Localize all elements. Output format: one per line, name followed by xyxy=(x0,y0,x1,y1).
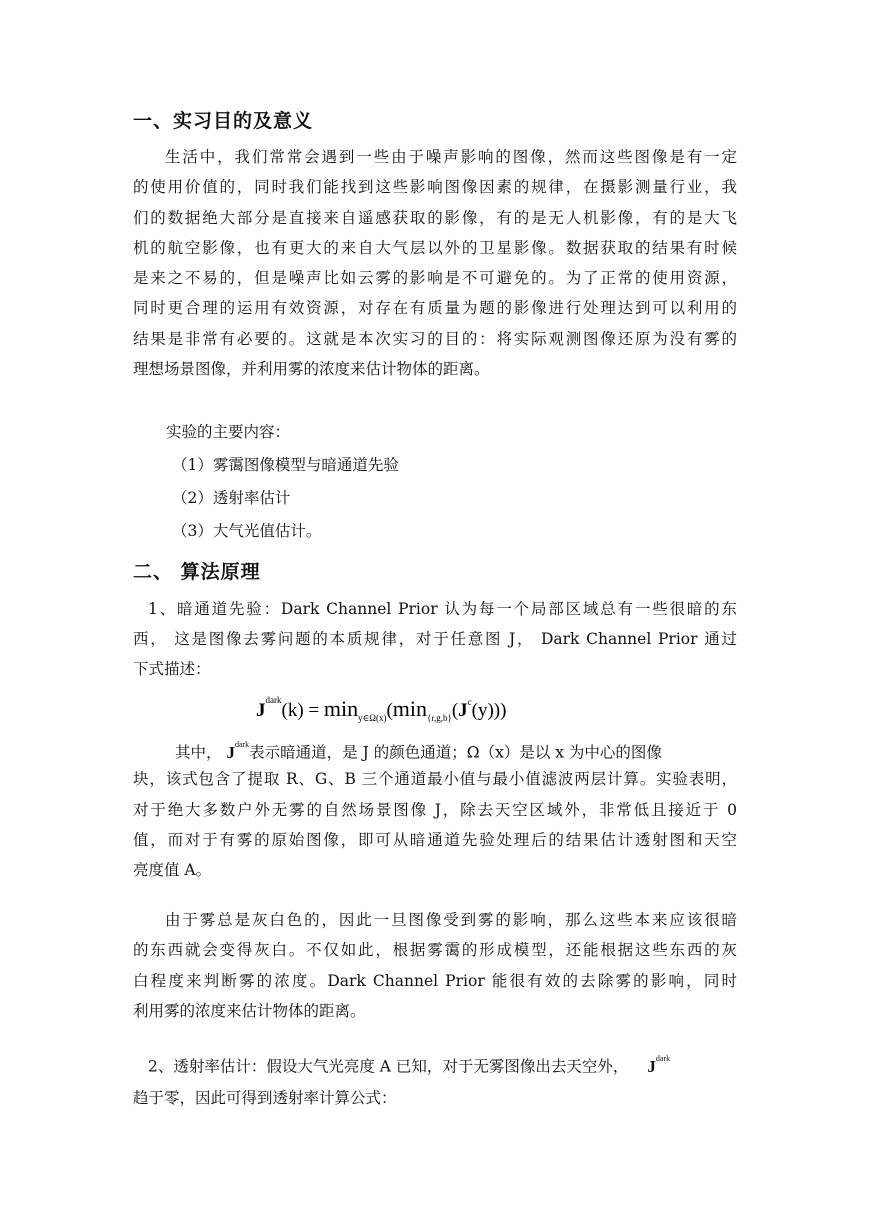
dark-channel-formula xyxy=(256,696,506,724)
paragraph-line: 趋于零，因此可得到透射率计算公式： xyxy=(133,1089,397,1107)
paragraph-line: 对于绝大多数户外无雾的自然场景图像 J，除去天空区域外，非常低且接近于 0 xyxy=(133,800,737,819)
notation-prefix: 其中， xyxy=(175,743,222,762)
transmission-paragraph xyxy=(148,1048,737,1078)
inline-j-letter: J xyxy=(647,1056,656,1076)
formula-k: (k) = xyxy=(281,700,324,721)
paragraph-line: 白程度来判断雾的浓度。Dark Channel Prior 能很有效的去除雾的影响，同时 xyxy=(133,971,737,990)
formula-tail: (y))) xyxy=(471,700,507,721)
inline-dark-sup: dark xyxy=(234,740,250,749)
notation-suffix: 表示暗通道，是 J 的颜色通道；Ω（x）是以 x 为中心的图像 xyxy=(249,743,662,762)
section-heading-2: 二、 算法原理 xyxy=(133,561,261,583)
notation-paragraph xyxy=(133,734,737,885)
dark-channel-paragraph-cont xyxy=(133,624,737,685)
content-item: （1）雾霭图像模型与暗通道先验 xyxy=(172,456,399,474)
inline-j-symbol xyxy=(647,1054,671,1076)
paragraph-line: 下式描述： xyxy=(133,660,211,679)
inline-j-symbol xyxy=(226,740,250,762)
dark-channel-paragraph xyxy=(148,594,737,624)
paragraph-line: 理想场景图像，并利用雾的浓度来估计物体的距离。 xyxy=(133,360,490,379)
formula-sub1: y∈Ω(x) xyxy=(358,712,387,723)
section-heading-1: 一、实习目的及意义 xyxy=(133,110,314,132)
formula-min1: min xyxy=(323,696,359,721)
content-label: 实验的主要内容： xyxy=(166,423,291,441)
transmission-paragraph-cont xyxy=(133,1083,737,1113)
formula-paren1: ( xyxy=(386,700,393,721)
paragraph-line: 生活中，我们常常会遇到一些由于噪声影响的图像，然而这些图像是有一定 xyxy=(165,148,737,166)
paragraph-line: 由于雾总是灰白色的，因此一旦图像受到雾的影响，那么这些本来应该很暗 xyxy=(165,911,737,929)
formula-c-sup: c xyxy=(467,696,472,707)
paragraph-line: 西， 这是图像去雾问题的本质规律，对于任意图 J， Dark Channel Prior 通过 xyxy=(133,630,737,648)
paragraph-line: 结果是非常有必要的。这就是本次实习的目的：将实际观测图像还原为没有雾的 xyxy=(133,329,737,348)
formula-j: J xyxy=(256,700,266,721)
paragraph-line: 机的航空影像，也有更大的来自大气层以外的卫星影像。数据获取的结果有时候 xyxy=(133,238,737,257)
paragraph-line xyxy=(133,734,737,764)
paragraph-line: 的东西就会变得灰白。不仅如此，根据雾霭的形成模型，还能根据这些东西的灰 xyxy=(133,941,737,960)
formula-sub2: {r,g,b} xyxy=(427,712,452,723)
paragraph-line: 1、暗通道先验：Dark Channel Prior 认为每一个局部区域总有一些很暗的东 xyxy=(148,600,737,618)
paragraph-line xyxy=(148,1048,737,1078)
paragraph-line: 值，而对于有雾的原始图像，即可从暗通道先验处理后的结果估计透射图和天空 xyxy=(133,830,737,849)
inline-j-letter: J xyxy=(226,742,235,762)
formula-dark-sup: dark xyxy=(265,694,282,705)
formula-min2: min xyxy=(392,696,428,721)
transmission-text: 2、透射率估计：假设大气光亮度 A 已知，对于无雾图像出去天空外， xyxy=(148,1057,629,1076)
inline-dark-sup: dark xyxy=(655,1054,671,1063)
formula-j2: J xyxy=(458,700,468,721)
paragraph-line: 是来之不易的，但是噪声比如云雾的影响是不可避免的。为了正常的使用资源， xyxy=(133,269,737,288)
formula-paren2: ( xyxy=(451,700,459,721)
paragraph-line: 块，该式包含了提取 R、G、B 三个通道最小值与最小值滤波两层计算。实验表明， xyxy=(133,770,737,789)
paragraph-line: 们的数据绝大部分是直接来自遥感获取的影像，有的是无人机影像，有的是大飞 xyxy=(133,208,737,227)
fog-paragraph xyxy=(133,905,737,1026)
paragraph-line: 的使用价值的，同时我们能找到这些影响图像因素的规律，在摄影测量行业，我 xyxy=(133,178,737,197)
paragraph-line: 亮度值 A。 xyxy=(133,861,212,880)
paragraph-line: 同时更合理的运用有效资源，对存在有质量为题的影像进行处理达到可以利用的 xyxy=(133,299,737,318)
paragraph-line: 利用雾的浓度来估计物体的距离。 xyxy=(133,1001,366,1020)
content-item: （2）透射率估计 xyxy=(172,489,291,507)
content-item: （3）大气光值估计。 xyxy=(172,522,322,540)
intro-paragraph xyxy=(133,142,737,384)
